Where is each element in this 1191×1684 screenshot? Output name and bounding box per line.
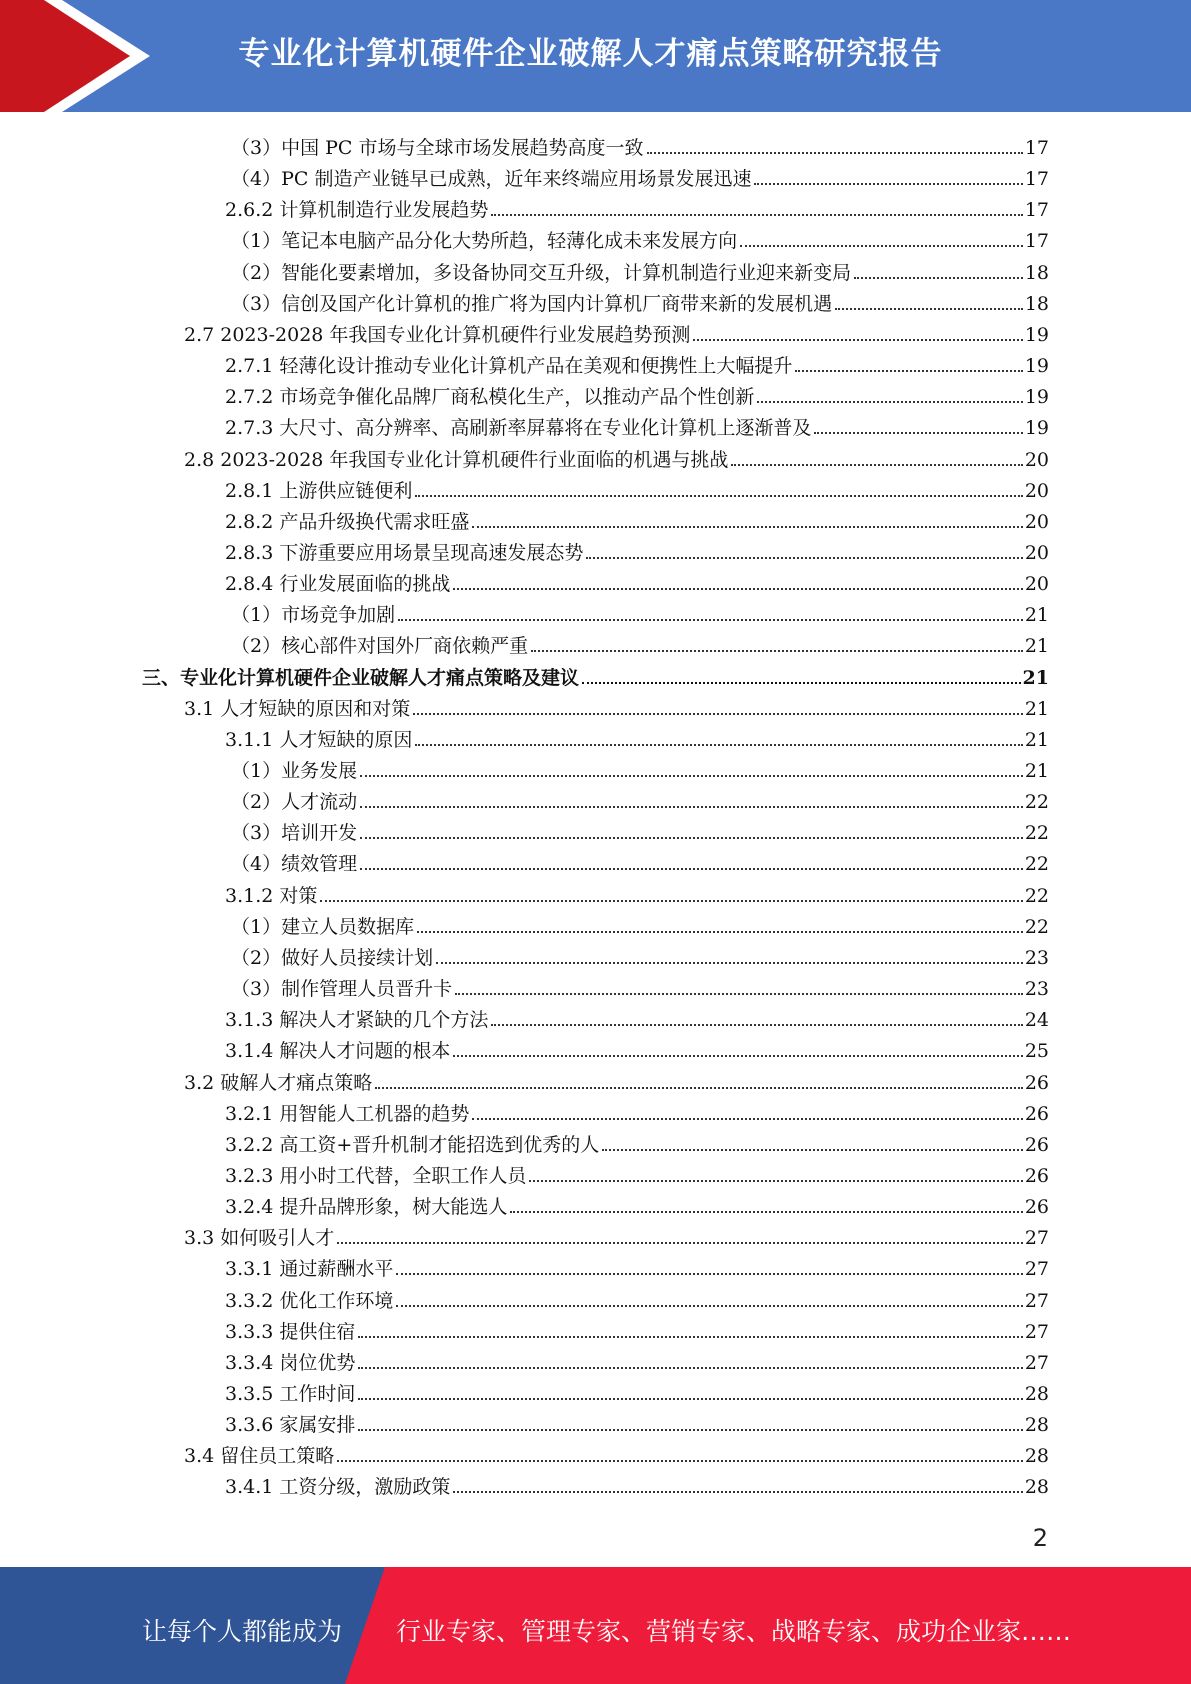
toc-dot-leader [358, 1336, 1022, 1338]
toc-dot-leader [417, 931, 1023, 933]
toc-entry-page: 19 [1024, 323, 1049, 346]
toc-entry-page: 19 [1024, 417, 1049, 440]
toc-dot-leader [491, 214, 1022, 216]
toc-entry[interactable] [231, 937, 1049, 968]
report-title: 专业化计算机硬件企业破解人才痛点策略研究报告 [238, 36, 943, 72]
toc-entry-label: 3.4.1 工资分级，激励政策 [225, 1476, 451, 1499]
toc-entry-page: 21 [1024, 760, 1049, 782]
toc-entry[interactable] [142, 657, 1049, 688]
toc-entry[interactable] [225, 1342, 1049, 1373]
toc-dot-leader [360, 868, 1023, 870]
toc-entry[interactable] [184, 1435, 1049, 1466]
toc-entry-label: 3.1.2 对策 [225, 884, 318, 907]
toc-dot-leader [415, 495, 1022, 497]
toc-entry-label: 2.8.2 产品升级换代需求旺盛 [225, 510, 470, 533]
toc-dot-leader [358, 1429, 1022, 1431]
toc-dot-leader [453, 1491, 1022, 1493]
toc-entry[interactable] [225, 501, 1049, 532]
toc-entry-page: 22 [1024, 884, 1049, 907]
toc-entry-page: 20 [1024, 448, 1049, 471]
toc-entry-label: （3）培训开发 [231, 822, 358, 845]
toc-entry[interactable] [225, 1186, 1049, 1217]
toc-entry-label: 2.8 2023-2028 年我国专业化计算机硬件行业面临的机遇与挑战 [184, 448, 729, 471]
toc-entry-page: 21 [1024, 697, 1049, 720]
toc-dot-leader [436, 962, 1023, 964]
toc-dot-leader [472, 526, 1022, 528]
toc-entry-page: 27 [1024, 1289, 1049, 1312]
toc-entry-label: 2.7 2023-2028 年我国专业化计算机硬件行业发展趋势预测 [184, 323, 691, 346]
toc-entry[interactable] [225, 1248, 1049, 1279]
toc-entry-page: 20 [1024, 541, 1049, 564]
toc-entry-label: 3.3.3 提供住宿 [225, 1320, 356, 1343]
toc-entry[interactable] [231, 812, 1049, 843]
toc-dot-leader [360, 775, 1023, 777]
toc-entry-label: 3.2.1 用智能人工机器的趋势 [225, 1102, 470, 1125]
toc-entry-label: 3.1 人才短缺的原因和对策 [184, 697, 411, 720]
toc-entry-page: 28 [1024, 1445, 1049, 1468]
toc-entry-label: （3）中国 PC 市场与全球市场发展趋势高度一致 [231, 137, 644, 159]
toc-entry-label: 3.4 留住员工策略 [184, 1445, 335, 1468]
toc-dot-leader [740, 245, 1023, 247]
toc-entry-label: 3.1.4 解决人才问题的根本 [225, 1040, 451, 1063]
toc-entry-label: 2.8.4 行业发展面临的挑战 [225, 573, 451, 596]
toc-entry[interactable] [225, 407, 1049, 438]
toc-entry-label: （1）市场竞争加剧 [231, 604, 396, 627]
toc-entry-label: 2.8.3 下游重要应用场景呈现高速发展态势 [225, 541, 584, 564]
toc-entry-page: 20 [1024, 573, 1049, 596]
toc-entry-label: 3.3 如何吸引人才 [184, 1227, 335, 1250]
toc-dot-leader [529, 1180, 1022, 1182]
toc-entry-page: 21 [1024, 604, 1049, 627]
toc-dot-leader [647, 152, 1023, 154]
toc-entry-label: 3.3.2 优化工作环境 [225, 1289, 394, 1312]
toc-entry[interactable] [231, 843, 1049, 874]
toc-entry-page: 26 [1024, 1196, 1049, 1219]
toc-entry[interactable] [231, 252, 1049, 283]
toc-dot-leader [360, 837, 1023, 839]
toc-entry-label: （4）PC 制造产业链早已成熟，近年来终端应用场景发展迅速 [231, 168, 752, 191]
toc-entry[interactable] [184, 314, 1049, 345]
footer-slogan-right: 行业专家、管理专家、营销专家、战略专家、成功企业家…… [396, 1617, 1072, 1646]
toc-entry-page: 22 [1024, 791, 1049, 814]
toc-dot-leader [814, 432, 1022, 434]
toc-dot-leader [413, 713, 1023, 715]
toc-entry-page: 22 [1024, 822, 1049, 845]
toc-entry-page: 22 [1024, 853, 1049, 876]
toc-entry-page: 18 [1024, 292, 1049, 315]
toc-entry-page: 26 [1024, 1164, 1049, 1187]
toc-entry[interactable] [231, 594, 1049, 625]
toc-entry-label: 3.1.3 解决人才紧缺的几个方法 [225, 1009, 489, 1032]
toc-entry[interactable] [225, 470, 1049, 501]
toc-entry-page: 21 [1024, 728, 1049, 751]
toc-entry-label: （1）建立人员数据库 [231, 915, 415, 938]
toc-entry[interactable] [184, 1062, 1049, 1093]
toc-entry-page: 17 [1024, 199, 1049, 222]
toc-entry[interactable] [184, 439, 1049, 470]
toc-entry[interactable] [231, 158, 1049, 189]
toc-dot-leader [320, 900, 1022, 902]
toc-entry[interactable] [184, 688, 1049, 719]
toc-entry[interactable] [225, 999, 1049, 1030]
toc-dot-leader [453, 1055, 1022, 1057]
toc-entry[interactable] [225, 1373, 1049, 1404]
toc-entry[interactable] [225, 875, 1049, 906]
toc-entry-page: 23 [1024, 978, 1049, 1001]
toc-dot-leader [360, 806, 1023, 808]
toc-dot-leader [582, 682, 1021, 684]
toc-entry[interactable] [225, 1311, 1049, 1342]
toc-dot-leader [358, 1398, 1022, 1400]
toc-entry-label: （2）做好人员接续计划 [231, 946, 434, 969]
toc-entry[interactable] [225, 1280, 1049, 1311]
toc-entry-page: 28 [1024, 1476, 1049, 1499]
toc-entry-label: 2.7.3 大尺寸、高分辨率、高刷新率屏幕将在专业化计算机上逐渐普及 [225, 417, 812, 440]
toc-dot-leader [757, 401, 1022, 403]
toc-entry-page: 21 [1022, 666, 1049, 689]
toc-entry-label: 3.2.4 提升品牌形象，树大能选人 [225, 1196, 508, 1219]
toc-entry-page: 28 [1024, 1414, 1049, 1437]
toc-dot-leader [396, 1273, 1022, 1275]
page-number: 2 [1032, 1524, 1048, 1552]
toc-dot-leader [398, 619, 1023, 621]
toc-entry-page: 27 [1024, 1351, 1049, 1374]
toc-entry[interactable] [225, 1404, 1049, 1435]
toc-dot-leader [337, 1460, 1023, 1462]
toc-entry[interactable] [231, 283, 1049, 314]
toc-entry-page: 17 [1024, 137, 1049, 159]
toc-entry-page: 17 [1024, 168, 1049, 191]
toc-entry[interactable] [231, 220, 1049, 251]
toc-entry-label: （1）笔记本电脑产品分化大势所趋，轻薄化成未来发展方向 [231, 230, 738, 253]
toc-entry[interactable] [225, 1155, 1049, 1186]
toc-entry-label: （2）人才流动 [231, 791, 358, 814]
toc-entry-page: 21 [1024, 635, 1049, 658]
toc-entry-page: 22 [1024, 915, 1049, 938]
toc-dot-leader [375, 1087, 1023, 1089]
toc-entry-label: 2.8.1 上游供应链便利 [225, 479, 413, 502]
toc-dot-leader [795, 370, 1022, 372]
toc-dot-leader [602, 1149, 1023, 1151]
toc-dot-leader [491, 1024, 1022, 1026]
toc-entry-label: （3）信创及国产化计算机的推广将为国内计算机厂商带来新的发展机遇 [231, 292, 833, 315]
toc-entry[interactable] [225, 1466, 1049, 1497]
toc-entry-page: 28 [1024, 1383, 1049, 1405]
toc-entry-label: 3.2 破解人才痛点策略 [184, 1071, 373, 1094]
toc-dot-leader [472, 1118, 1022, 1120]
toc-dot-leader [835, 308, 1023, 310]
toc-entry[interactable] [231, 127, 1049, 158]
toc-entry-label: 3.3.5 工作时间 [225, 1383, 356, 1405]
toc-entry[interactable] [225, 345, 1049, 376]
toc-entry[interactable] [231, 781, 1049, 812]
toc-dot-leader [453, 588, 1022, 590]
toc-entry-page: 24 [1024, 1009, 1049, 1032]
toc-entry-page: 26 [1024, 1133, 1049, 1156]
toc-dot-leader [455, 993, 1023, 995]
toc-dot-leader [754, 183, 1022, 185]
toc-entry[interactable] [231, 906, 1049, 937]
toc-entry-page: 27 [1024, 1258, 1049, 1281]
toc-entry[interactable] [184, 1217, 1049, 1248]
toc-entry-page: 17 [1024, 230, 1049, 253]
toc-entry-label: 2.7.1 轻薄化设计推动专业化计算机产品在美观和便携性上大幅提升 [225, 355, 793, 378]
toc-entry[interactable] [225, 376, 1049, 407]
toc-entry-label: （2）智能化要素增加，多设备协同交互升级，计算机制造行业迎来新变局 [231, 261, 852, 284]
toc-entry-page: 19 [1024, 355, 1049, 378]
toc-entry-page: 18 [1024, 261, 1049, 284]
toc-dot-leader [358, 1367, 1022, 1369]
toc-entry-page: 20 [1024, 510, 1049, 533]
toc-entry[interactable] [225, 719, 1049, 750]
toc-entry-page: 26 [1024, 1071, 1049, 1094]
toc-entry-label: 2.7.2 市场竞争催化品牌厂商私模化生产，以推动产品个性创新 [225, 386, 755, 409]
toc-entry[interactable] [225, 1093, 1049, 1124]
toc-entry-page: 23 [1024, 946, 1049, 969]
toc-entry-page: 26 [1024, 1102, 1049, 1125]
toc-entry[interactable] [225, 1030, 1049, 1061]
page-footer [0, 1567, 1191, 1684]
toc-entry[interactable] [225, 189, 1049, 220]
footer-slogan-left: 让每个人都能成为 [142, 1617, 343, 1646]
toc-entry[interactable] [231, 968, 1049, 999]
toc-entry-label: 3.3.4 岗位优势 [225, 1351, 356, 1374]
toc-entry-label: （3）制作管理人员晋升卡 [231, 978, 453, 1001]
toc-entry-page: 27 [1024, 1320, 1049, 1343]
toc-dot-leader [586, 557, 1022, 559]
toc-entry[interactable] [231, 625, 1049, 656]
toc-dot-leader [510, 1211, 1022, 1213]
toc-entry-page: 19 [1024, 386, 1049, 409]
toc-dot-leader [396, 1305, 1022, 1307]
toc-dot-leader [731, 464, 1022, 466]
toc-entry-page: 27 [1024, 1227, 1049, 1250]
toc-entry-label: 3.3.1 通过薪酬水平 [225, 1258, 394, 1281]
toc-entry-label: （2）核心部件对国外厂商依赖严重 [231, 635, 529, 658]
toc-entry-label: 3.3.6 家属安排 [225, 1414, 356, 1437]
toc-entry-label: 3.2.2 高工资+晋升机制才能招选到优秀的人 [225, 1133, 600, 1156]
page-header [0, 0, 1191, 112]
toc-entry-page: 20 [1024, 479, 1049, 502]
toc-entry-label: 3.2.3 用小时工代替，全职工作人员 [225, 1164, 527, 1187]
toc-entry-label: 三、专业化计算机硬件企业破解人才痛点策略及建议 [142, 666, 580, 689]
toc-dot-leader [531, 650, 1023, 652]
toc-entry[interactable] [225, 532, 1049, 563]
toc-entry-label: 3.1.1 人才短缺的原因 [225, 728, 413, 751]
toc-dot-leader [337, 1242, 1023, 1244]
toc-entry[interactable] [231, 750, 1049, 781]
toc-entry-page: 25 [1024, 1040, 1049, 1063]
toc-entry[interactable] [225, 1124, 1049, 1155]
toc-entry[interactable] [225, 563, 1049, 594]
toc-entry-label: 2.6.2 计算机制造行业发展趋势 [225, 199, 489, 222]
toc-dot-leader [415, 744, 1022, 746]
toc-dot-leader [854, 277, 1023, 279]
toc-entry-label: （1）业务发展 [231, 760, 358, 782]
toc-dot-leader [693, 339, 1022, 341]
toc-entry-label: （4）绩效管理 [231, 853, 358, 876]
